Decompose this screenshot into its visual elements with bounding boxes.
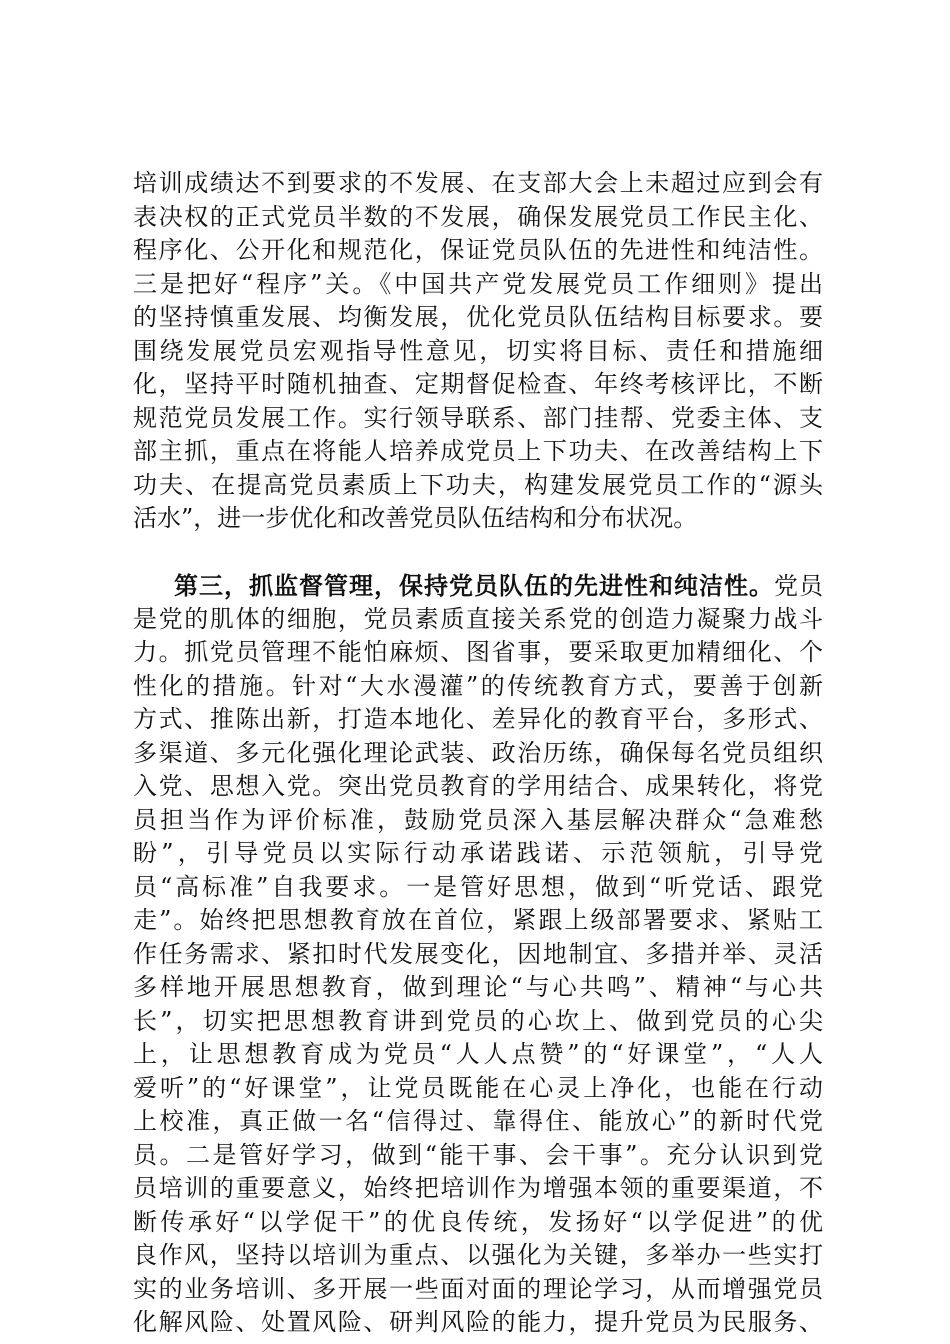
text-line: 功夫、在提高党员素质上下功夫，构建发展党员工作的“源头 (133, 470, 823, 499)
text-line: 走”。始终把思想教育放在首位，紧跟上级部署要求、紧贴工 (133, 906, 823, 934)
text-line: 入党、思想入党。突出党员教育的学用结合、成果转化，将党 (133, 772, 823, 800)
text-line: 实的业务培训、多开展一些面对面的理论学习，从而增强党员 (133, 1274, 823, 1303)
text-line: 活水”，进一步优化和改善党员队伍结构和分布状况。 (133, 504, 698, 532)
text-line: 员。二是管好学习，做到“能干事、会干事”。充分认识到党 (133, 1140, 823, 1169)
text-line: 化，坚持平时随机抽查、定期督促检查、年终考核评比，不断 (133, 370, 823, 398)
text-line: 部主抓，重点在将能人培养成党员上下功夫、在改善结构上下 (133, 437, 823, 465)
text-line: 化解风险、处置风险、研判风险的能力，提升党员为民服务、 (133, 1308, 823, 1336)
text-line: 三是把好“程序”关。《中国共产党发展党员工作细则》提出 (133, 269, 823, 298)
text-line: 方式、推陈出新，打造本地化、差异化的教育平台，多形式、 (133, 705, 823, 733)
document-body (133, 167, 823, 1340)
text-line: 作任务需求、紧扣时代发展变化，因地制宜、多措并举、灵活 (133, 939, 823, 968)
text-line: 爱听”的“好课堂”，让党员既能在心灵上净化，也能在行动 (133, 1073, 823, 1102)
text-line: 的坚持慎重发展、均衡发展，优化党员队伍结构目标要求。要 (133, 303, 823, 331)
text-line: 程序化、公开化和规范化，保证党员队伍的先进性和纯洁性。 (133, 236, 823, 264)
paragraph-1 (133, 167, 823, 536)
text-line: 上，让思想教育成为党员“人人点赞”的“好课堂”，“人人 (133, 1040, 823, 1068)
text-line: 多渠道、多元化强化理论武装、政治历练，确保每名党员组织 (133, 738, 823, 767)
paragraph-gap (133, 536, 823, 570)
text-line: 断传承好“以学促干”的优良传统，发扬好“以学促进”的优 (133, 1207, 823, 1236)
text-line: 盼”，引导党员以实际行动承诺践诺、示范领航，引导党 (133, 839, 823, 867)
paragraph-2 (133, 569, 823, 1340)
paragraph-2-first-line (133, 569, 823, 603)
text-line: 员“高标准”自我要求。一是管好思想，做到“听党话、跟党 (133, 872, 823, 901)
text-line: 性化的措施。针对“大水漫灌”的传统教育方式，要善于创新 (133, 671, 823, 700)
text-line: 表决权的正式党员半数的不发展，确保发展党员工作民主化、 (133, 202, 823, 231)
text-line: 多样地开展思想教育，做到理论“与心共鸣”、精神“与心共 (133, 973, 823, 1001)
heading-continuation: 党员 (774, 572, 823, 600)
text-line: 是党的肌体的细胞，党员素质直接关系党的创造力凝聚力战斗 (133, 604, 823, 633)
text-line: 力。抓党员管理不能怕麻烦、图省事，要采取更加精细化、个 (133, 638, 823, 666)
text-line: 规范党员发展工作。实行领导联系、部门挂帮、党委主体、支 (133, 403, 823, 432)
section-heading: 第三，抓监督管理，保持党员队伍的先进性和纯洁性。 (173, 571, 774, 600)
text-line: 员担当作为评价标准，鼓励党员深入基层解决群众“急难愁 (133, 805, 823, 834)
text-line: 良作风，坚持以培训为重点、以强化为关键，多举办一些实打 (133, 1241, 823, 1269)
text-line: 培训成绩达不到要求的不发展、在支部大会上未超过应到会有 (133, 169, 823, 197)
text-line: 长”，切实把思想教育讲到党员的心坎上、做到党员的心尖 (133, 1006, 823, 1035)
text-line: 围绕发展党员宏观指导性意见，切实将目标、责任和措施细 (133, 336, 823, 365)
text-line: 上校准，真正做一名“信得过、靠得住、能放心”的新时代党 (133, 1107, 823, 1135)
text-line: 员培训的重要意义，始终把培训作为增强本领的重要渠道，不 (133, 1174, 823, 1202)
